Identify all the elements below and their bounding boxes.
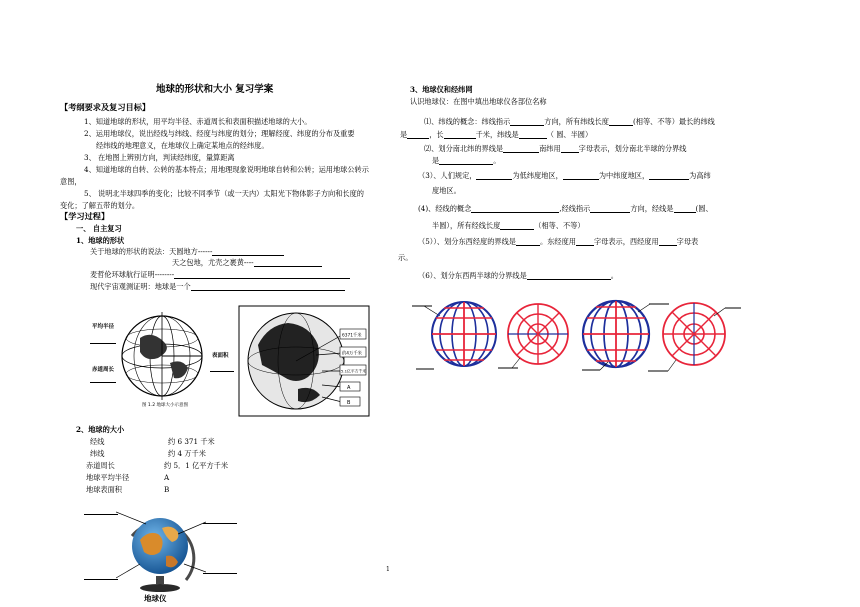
size-row-value: B bbox=[164, 485, 170, 494]
subheading-self-review: 一、 自主复习 bbox=[76, 224, 122, 233]
goal-line: 5、 说明北半球四季的变化；比较不同季节（或一天内）太阳光下物体影子方向和长度的 bbox=[84, 189, 364, 198]
fig1-caption: 图 1.2 地球大小示意图 bbox=[142, 403, 189, 408]
fig1-label-equator: 赤道周长 bbox=[92, 367, 115, 373]
shape-line-1: 关于地球的形状的说法：天圆地方------ bbox=[90, 247, 284, 256]
goal-line: 1、知道地球的形状，用平均半径、赤道周长和表面积描述地球的大小。 bbox=[84, 117, 312, 126]
size-row-value: 约 4 万千米 bbox=[168, 449, 206, 458]
shape-line-4: 现代宇宙观测证明：地球是一个 bbox=[90, 282, 345, 291]
globe-caption: 地球仪 bbox=[144, 594, 167, 603]
goal-line: 变化；了解五带的划分。 bbox=[60, 201, 140, 210]
q2-line2: 是 。 bbox=[432, 156, 501, 165]
q5-line2: 示。 bbox=[398, 253, 413, 262]
section-heading-globe: 3、地球仪和经纬网 bbox=[410, 85, 473, 94]
q4-line2: 半圆），所有经线长度 （相等、不等） bbox=[432, 221, 585, 230]
section-heading-process: 【学习过程】 bbox=[60, 211, 110, 221]
q1-line1: ⑴、纬线的概念：纬线指示 方向，所有纬线长度 (相等、不等）最长的纬线 bbox=[424, 117, 715, 126]
earth-hemisphere-figure bbox=[238, 305, 370, 417]
size-row-key: 经线 bbox=[90, 437, 105, 446]
globe-illustration bbox=[116, 500, 206, 604]
q1-line2: 是 ，长 千米，纬线是 （ 圆、半圆） bbox=[400, 130, 593, 139]
size-row-key: 地球平均半径 bbox=[86, 473, 130, 482]
fig1-answer-line bbox=[210, 371, 234, 372]
graticule-diagrams bbox=[412, 296, 742, 378]
goal-line: 4、知道地球的自转、公转的基本特点；用地理现象说明地球自转和公转；运用地球公转示 bbox=[84, 165, 369, 174]
fig2-label: B bbox=[347, 400, 351, 406]
q4-line1: (4)、经线的概念 ,经线指示 方向，经线是 (圆、 bbox=[418, 204, 713, 213]
shape-line-2: 天之包地，尤壳之裹黄---- bbox=[172, 258, 322, 267]
graticule-globe-2 bbox=[508, 304, 568, 368]
globe-answer-line bbox=[203, 573, 237, 574]
globe-answer-line bbox=[203, 523, 237, 524]
goal-line: 2、运用地球仪，说出经线与纬线、经度与纬度的划分；理解经度、纬度的分布及重要 bbox=[84, 129, 355, 138]
fig2-label: 6371千米 bbox=[342, 333, 362, 339]
fig1-label-radius: 平均半径 bbox=[92, 324, 115, 330]
size-row-key: 赤道周长 bbox=[86, 461, 115, 470]
q3-line2: 度地区。 bbox=[432, 186, 461, 195]
fig2-label: 5.1亿平方千米 bbox=[341, 368, 367, 374]
q6-line: （6）、划分东西两半球的分界线是 。 bbox=[418, 271, 618, 280]
fig1-label-surface: 表面积 bbox=[212, 353, 229, 359]
size-row-value: A bbox=[164, 473, 170, 482]
shape-line-3: 麦哲伦环球航行证明-------- bbox=[90, 270, 350, 279]
subheading-size: 2、地球的大小 bbox=[76, 425, 125, 434]
globe-answer-line bbox=[84, 514, 118, 515]
page-title: 地球的形状和大小 复习学案 bbox=[156, 84, 274, 95]
globe-intro: 认识地球仪：在图中填出地球仪各部位名称 bbox=[410, 97, 547, 106]
graticule-globe-1 bbox=[424, 302, 496, 366]
fig2-label: 约4万千米 bbox=[342, 351, 362, 357]
q2-line1: ⑵、划分南北纬的界线是 南纬用 字母表示，划分南北半球的分界线 bbox=[424, 144, 687, 153]
subheading-shape: 1、地球的形状 bbox=[76, 236, 125, 245]
q5-line1: （5））、划分东西经度的界线是 。东经度用 字母表示，西经度用 字母表 bbox=[418, 237, 699, 246]
graticule-globe-3 bbox=[583, 301, 650, 370]
goal-line: 经纬线的地理意义，在地球仪上确定某地点的经纬度。 bbox=[96, 141, 269, 150]
goal-line: 3、 在地图上辨别方向，判读经纬度，量算距离 bbox=[84, 153, 235, 162]
fig2-label: A bbox=[347, 385, 351, 391]
section-heading-goals: 【考纲要求及复习目标】 bbox=[60, 102, 151, 112]
size-row-key: 纬线 bbox=[90, 449, 105, 458]
size-row-value: 约 5．1 亿平方千米 bbox=[164, 461, 229, 470]
size-row-value: 约 6 371 千米 bbox=[168, 437, 215, 446]
globe-answer-line bbox=[84, 579, 118, 580]
q3-line1: （3）、人们规定， 为低纬度地区， 为中纬度地区， 为高纬 bbox=[418, 171, 711, 180]
page-number: 1 bbox=[386, 566, 390, 573]
goal-line: 意图， bbox=[60, 177, 82, 186]
size-row-key: 地球表面积 bbox=[86, 485, 122, 494]
earth-size-figure bbox=[112, 308, 212, 410]
graticule-globe-4 bbox=[663, 303, 725, 371]
